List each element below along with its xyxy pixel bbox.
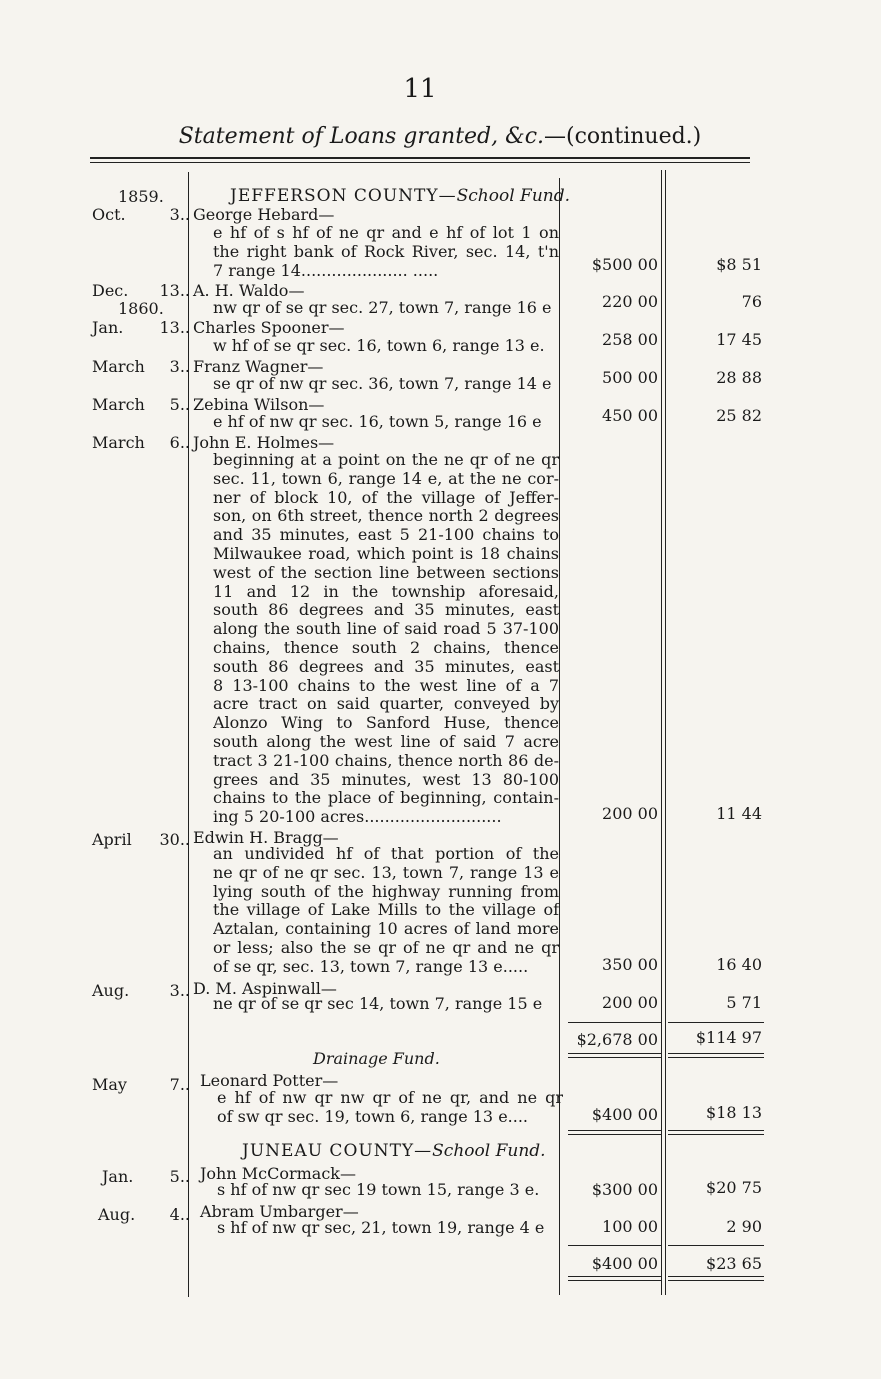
entry-month: March	[92, 433, 145, 452]
entry-month: Aug.	[92, 981, 130, 1000]
interest-amount: 11 44	[716, 804, 762, 823]
description-line: an undivided hf of that portion of the	[213, 845, 559, 863]
entry-month: March	[92, 357, 145, 376]
description-line: Alonzo Wing to Sanford Huse, thence	[213, 714, 559, 733]
county-name: JEFFERSON COUNTY—	[230, 186, 457, 206]
entry-day: 13..	[159, 281, 190, 300]
description-line: s hf of nw qr sec 19 town 15, range 3 e.	[217, 1181, 540, 1199]
principal-amount: $300 00	[591, 1180, 658, 1199]
principal-amount: 220 00	[602, 292, 658, 311]
column-rule-date	[188, 172, 189, 1297]
section-heading-jefferson	[230, 186, 570, 206]
entry-description	[217, 1219, 563, 1238]
description-line: son, on 6th street, thence north 2 degrees	[213, 507, 559, 526]
entry-description	[213, 375, 559, 394]
description-line: south along the west line of said 7 acre	[213, 732, 559, 751]
entry-day: 3..	[169, 357, 190, 376]
interest-amount: 5 71	[726, 993, 762, 1012]
description-line: beginning at a point on the ne qr of ne qr	[213, 451, 559, 469]
interest-amount: 17 45	[716, 330, 762, 349]
page-number: 11	[403, 74, 437, 104]
description-line: w hf of se qr sec. 16, town 6, range 13 e.	[213, 337, 545, 355]
description-line: ne qr of se qr sec 14, town 7, range 15 e	[213, 995, 543, 1013]
principal-amount: 500 00	[602, 368, 658, 387]
total-rule-double	[568, 1130, 661, 1131]
column-rule-description	[559, 178, 560, 1295]
entry-description	[217, 1181, 563, 1200]
description-line: of sw qr sec. 19, town 6, range 13 e....	[217, 1107, 528, 1126]
entry-name: George Hebard—	[193, 205, 335, 224]
description-line: of se qr, sec. 13, town 7, range 13 e.....	[213, 957, 529, 976]
description-line: e hf of s hf of ne qr and e hf of lot 1 on	[213, 224, 559, 242]
entry-name: Charles Spooner—	[193, 318, 345, 337]
description-line: e hf of nw qr sec. 16, town 5, range 16 e	[213, 413, 542, 431]
entry-month: April	[92, 830, 132, 849]
description-line: Milwaukee road, which point is 18 chains	[213, 544, 559, 563]
entry-name: D. M. Aspinwall—	[193, 979, 337, 998]
total-rule-double	[668, 1130, 764, 1131]
entry-month: Jan.	[92, 318, 124, 337]
description-line: tract 3 21-100 chains, thence north 86 de-	[213, 751, 559, 770]
page-title	[120, 124, 760, 149]
entry-month: Aug.	[98, 1205, 136, 1224]
top-rule-thin	[90, 162, 750, 163]
interest-amount: $8 51	[716, 255, 762, 274]
entry-name: Leonard Potter—	[200, 1071, 339, 1090]
total-rule-double	[568, 1053, 661, 1054]
top-rule	[90, 157, 750, 159]
year-label: 1859.	[118, 187, 164, 206]
total-rule	[668, 1245, 764, 1246]
entry-name: Abram Umbarger—	[200, 1202, 359, 1221]
entry-day: 5..	[169, 1167, 190, 1186]
entry-name: A. H. Waldo—	[193, 281, 305, 300]
principal-amount: 258 00	[602, 330, 658, 349]
county-name: JUNEAU COUNTY—	[242, 1141, 433, 1161]
description-line: south 86 degrees and 35 minutes, east	[213, 657, 559, 676]
entry-name: John E. Holmes—	[193, 433, 335, 452]
description-line: nw qr of se qr sec. 27, town 7, range 16 e	[213, 299, 552, 317]
entry-day: 30..	[159, 830, 190, 849]
total-principal: $2,678 00	[576, 1030, 658, 1049]
description-line: Aztalan, containing 10 acres of land more	[213, 920, 559, 939]
entry-month: May	[92, 1075, 127, 1094]
entry-description	[213, 451, 559, 827]
description-line: 11 and 12 in the township aforesaid,	[213, 582, 559, 601]
interest-amount: 28 88	[716, 368, 762, 387]
description-line: s hf of nw qr sec, 21, town 19, range 4 e	[217, 1219, 545, 1237]
entry-name: Zebina Wilson—	[193, 395, 325, 414]
total-rule-double	[568, 1057, 661, 1058]
description-line: along the south line of said road 5 37-100	[213, 620, 559, 639]
entry-description	[213, 845, 559, 977]
description-line: chains, thence south 2 chains, thence	[213, 638, 559, 657]
column-rule-principal	[661, 170, 662, 1295]
entry-month: Dec.	[92, 281, 129, 300]
entry-day: 13..	[159, 318, 190, 337]
entry-day: 6..	[169, 433, 190, 452]
principal-amount: 200 00	[602, 993, 658, 1012]
principal-amount: $400 00	[591, 1105, 658, 1124]
total-rule-double	[668, 1280, 764, 1281]
total-rule-double	[568, 1276, 661, 1277]
description-line: chains to the place of beginning, contain-	[213, 789, 559, 808]
total-rule-double	[668, 1053, 764, 1054]
description-line: sec. 11, town 6, range 14 e, at the ne cor-	[213, 469, 559, 488]
total-rule-double	[668, 1057, 764, 1058]
principal-amount: 350 00	[602, 955, 658, 974]
description-line: ing 5 20-100 acres...........................	[213, 808, 502, 827]
title-continued: —(continued.)	[544, 124, 702, 149]
fund-name: School Fund.	[432, 1141, 546, 1161]
total-rule-double	[668, 1134, 764, 1135]
total-rule-double	[568, 1134, 661, 1135]
total-rule-double	[568, 1280, 661, 1281]
entry-month: March	[92, 395, 145, 414]
description-line: grees and 35 minutes, west 13 80-100	[213, 770, 559, 789]
description-line: ne qr of ne qr sec. 13, town 7, range 13 e	[213, 863, 559, 882]
entry-description	[213, 224, 559, 280]
principal-amount: $500 00	[591, 255, 658, 274]
entry-description	[213, 995, 559, 1014]
total-interest: $114 97	[695, 1028, 762, 1047]
description-line: lying south of the highway running from	[213, 882, 559, 901]
interest-amount: 2 90	[726, 1217, 762, 1236]
entry-month: Oct.	[92, 205, 126, 224]
title-text: Statement of Loans granted, &c.	[178, 124, 545, 149]
total-principal: $400 00	[591, 1254, 658, 1273]
description-line: se qr of nw qr sec. 36, town 7, range 14 e	[213, 375, 552, 393]
principal-amount: 100 00	[602, 1217, 658, 1236]
interest-amount: $18 13	[706, 1103, 762, 1122]
interest-amount: 16 40	[716, 955, 762, 974]
total-rule	[668, 1022, 764, 1023]
entry-day: 3..	[169, 205, 190, 224]
description-line: 8 13-100 chains to the west line of a 7	[213, 676, 559, 695]
entry-month: Jan.	[102, 1167, 134, 1186]
entry-description	[213, 413, 559, 432]
description-line: 7 range 14..................... .....	[213, 261, 439, 280]
principal-amount: 450 00	[602, 406, 658, 425]
interest-amount: 76	[741, 292, 762, 311]
entry-name: John McCormack—	[200, 1164, 356, 1183]
entry-description	[217, 1089, 563, 1127]
description-line: or less; also the se qr of ne qr and ne qr	[213, 938, 559, 957]
description-line: the right bank of Rock River, sec. 14, t'n	[213, 242, 559, 261]
interest-amount: 25 82	[716, 406, 762, 425]
entry-day: 7..	[169, 1075, 190, 1094]
total-interest: $23 65	[706, 1254, 762, 1273]
interest-amount: $20 75	[706, 1178, 762, 1197]
total-rule	[568, 1245, 661, 1246]
entry-name: Franz Wagner—	[193, 357, 324, 376]
description-line: acre tract on said quarter, conveyed by	[213, 695, 559, 714]
entry-day: 4..	[169, 1205, 190, 1224]
year-label: 1860.	[118, 299, 164, 318]
principal-amount: 200 00	[602, 804, 658, 823]
section-subhead-drainage: Drainage Fund.	[313, 1049, 440, 1068]
description-line: south 86 degrees and 35 minutes, east	[213, 601, 559, 620]
entry-description	[213, 299, 559, 318]
description-line: and 35 minutes, east 5 21-100 chains to	[213, 526, 559, 545]
entry-name: Edwin H. Bragg—	[193, 828, 339, 847]
section-heading-juneau	[242, 1141, 546, 1161]
description-line: e hf of nw qr nw qr of ne qr, and ne qr	[217, 1089, 563, 1107]
entry-day: 3..	[169, 981, 190, 1000]
entry-day: 5..	[169, 395, 190, 414]
description-line: ner of block 10, of the village of Jeffer-	[213, 488, 559, 507]
description-line: the village of Lake Mills to the village of	[213, 901, 559, 920]
entry-description	[213, 337, 559, 356]
description-line: west of the section line between sections	[213, 563, 559, 582]
total-rule-double	[668, 1276, 764, 1277]
fund-name: School Fund.	[456, 186, 571, 206]
total-rule	[568, 1022, 661, 1023]
